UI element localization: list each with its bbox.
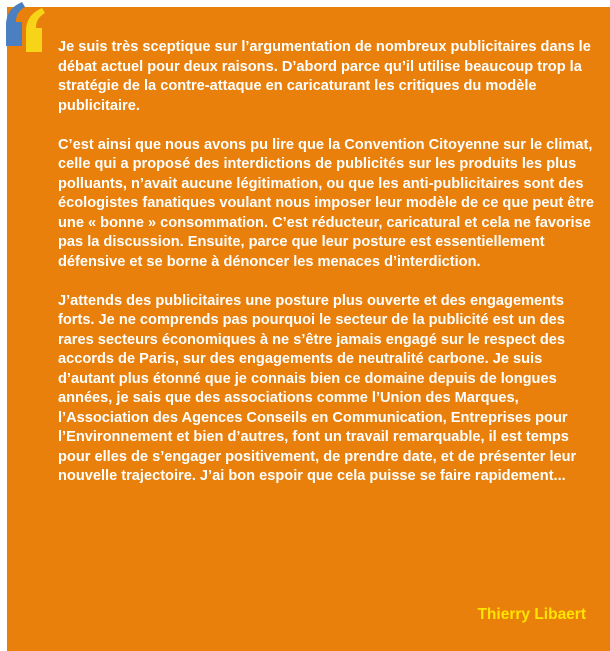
quote-paragraph-1: Je suis très sceptique sur l’argumentation de nombreux publicitaires dans le débat actuel pour deux raisons. D’abord parce qu’il utilise beaucoup trop la stratégie de la contre-attaque en caricaturant les critiques du modèle publicitaire. xyxy=(58,39,591,114)
opening-quotation-mark-icon xyxy=(0,0,48,56)
quote-paragraph-2: C’est ainsi que nous avons pu lire que la Convention Citoyenne sur le climat, celle qui a proposé des interdictions de publicités sur les produits les plus polluants, n’avait aucune légitimation, ou que les anti-publicitaires sont des écologistes fanatiques voulant nous imposer leur modèle de ce que peut être une « bonne » consommation. C’est réducteur, caricatural et cela ne favorise pas la discussion. Ensuite, parce que leur posture est essentiellement défensive et se borne à dénoncer les menaces d’interdiction. xyxy=(58,136,595,270)
quote-body xyxy=(58,38,598,506)
quote-paragraph-3: J’attends des publicitaires une posture plus ouverte et des engagements forts. Je ne comprends pas pourquoi le secteur de la publicité est un des rares secteurs économiques à ne s’être jamais engagé sur le respect des accords de Paris, sur des engagements de neutralité carbone. Je suis d’autant plus étonné que je connais bien ce domaine depuis de longues années, je sais que des associations comme l’Union des Marques, l’Association des Agences Conseils en Communication, Entreprises pour l’Environnement et bien d’autres, font un travail remarquable, il est temps pour elles de s’engager positivement, de prendre date, et de présenter leur nouvelle trajectoire. J’ai bon espoir que cela puisse se faire rapidement... xyxy=(58,292,577,484)
quote-author: Thierry Libaert xyxy=(477,606,586,623)
